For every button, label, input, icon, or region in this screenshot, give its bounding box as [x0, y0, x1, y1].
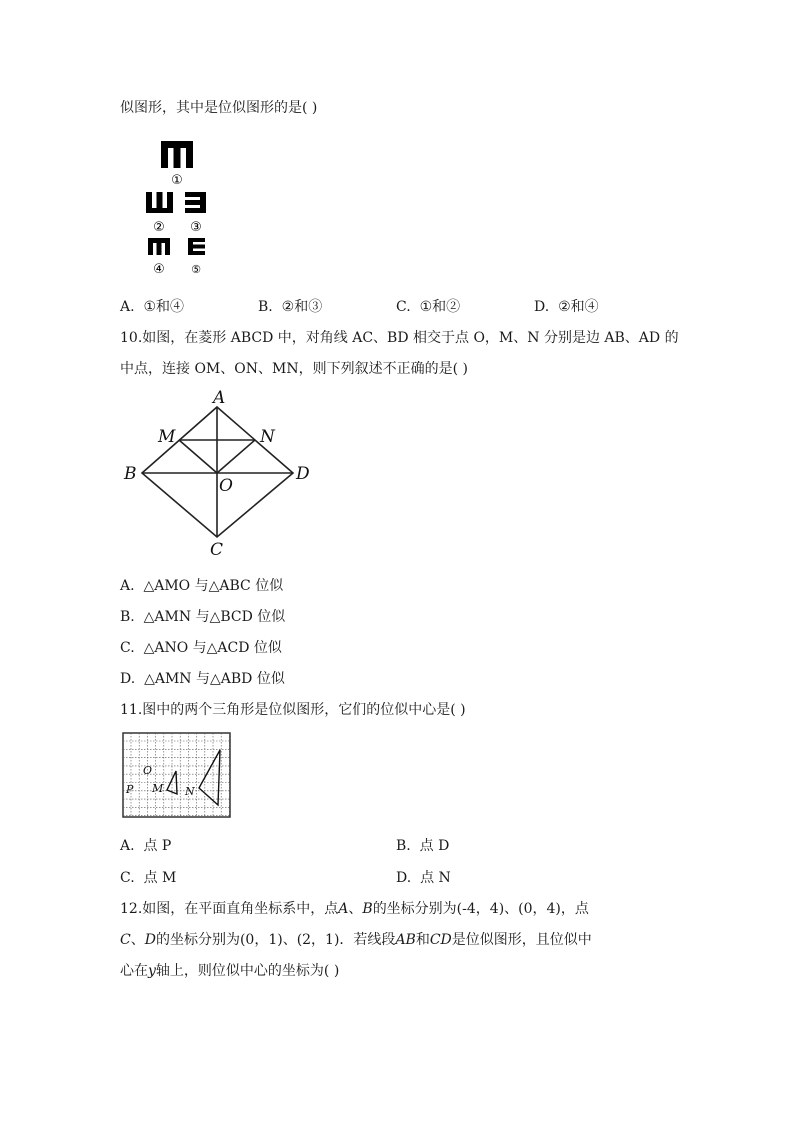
q10-stem-line1: 10.如图，在菱形 ABCD 中，对角线 AC、BD 相交于点 O，M、N 分别是边 AB、AD 的: [120, 330, 679, 346]
q11-option-b[interactable]: B. 点 D: [396, 838, 450, 854]
q11-label-m: M: [152, 782, 164, 795]
q11-stem: 11.图中的两个三角形是位似图形，它们的位似中心是( ): [120, 702, 466, 718]
e-shape-4: [148, 238, 170, 255]
q9-option-a[interactable]: A. ①和④: [120, 299, 185, 315]
q10-label-a: A: [213, 388, 226, 408]
q11-option-c[interactable]: C. 点 M: [120, 870, 177, 886]
e-shape-5: [188, 238, 205, 255]
q11-label-p: P: [126, 783, 134, 796]
q11-grid-figure: [122, 732, 232, 820]
q12-stem-line1: 12.如图，在平面直角坐标系中，点A、B的坐标分别为(-4，4)、(0，4)，点: [120, 901, 589, 917]
e-shape-2: [146, 192, 173, 213]
q10-label-o: O: [219, 476, 233, 496]
q10-label-c: C: [210, 540, 224, 560]
q12-stem-line3: 心在y轴上，则位似中心的坐标为( ): [120, 963, 340, 979]
q10-option-c[interactable]: C. △ANO 与△ACD 位似: [120, 640, 282, 656]
q11-label-n: N: [185, 785, 195, 798]
q9-option-c[interactable]: C. ①和②: [396, 299, 461, 315]
q12-stem-line2: C、D的坐标分别为(0，1)、(2，1)．若线段AB和CD是位似图形，且位似中: [120, 932, 592, 948]
q9-figure: [140, 135, 230, 280]
e-shape-1: [161, 141, 193, 168]
q9-label-4: ④: [153, 262, 165, 277]
q10-option-d[interactable]: D. △AMN 与△ABD 位似: [120, 671, 285, 687]
e-shape-3: [185, 192, 206, 213]
q10-stem-line2: 中点，连接 OM、ON、MN，则下列叙述不正确的是( ): [120, 361, 468, 377]
q11-option-d[interactable]: D. 点 N: [396, 870, 451, 886]
q10-option-b[interactable]: B. △AMN 与△BCD 位似: [120, 609, 286, 625]
q9-label-5: ⑤: [191, 263, 201, 276]
q10-option-a[interactable]: A. △AMO 与△ABC 位似: [120, 578, 284, 594]
q11-option-a[interactable]: A. 点 P: [120, 838, 172, 854]
q9-label-2: ②: [153, 220, 165, 235]
q10-label-m: M: [158, 427, 176, 447]
q9-option-d[interactable]: D. ②和④: [534, 299, 599, 315]
q9-option-b[interactable]: B. ②和③: [258, 299, 323, 315]
q11-label-o: O: [143, 764, 153, 777]
q9-label-1: ①: [171, 173, 183, 188]
q10-label-d: D: [296, 464, 310, 484]
q10-rhombus-figure: [120, 385, 320, 560]
q9-stem-tail: 似图形，其中是位似图形的是( ): [120, 100, 318, 116]
q9-label-3: ③: [190, 220, 202, 235]
q10-label-n: N: [260, 427, 275, 447]
q10-label-b: B: [124, 464, 137, 484]
